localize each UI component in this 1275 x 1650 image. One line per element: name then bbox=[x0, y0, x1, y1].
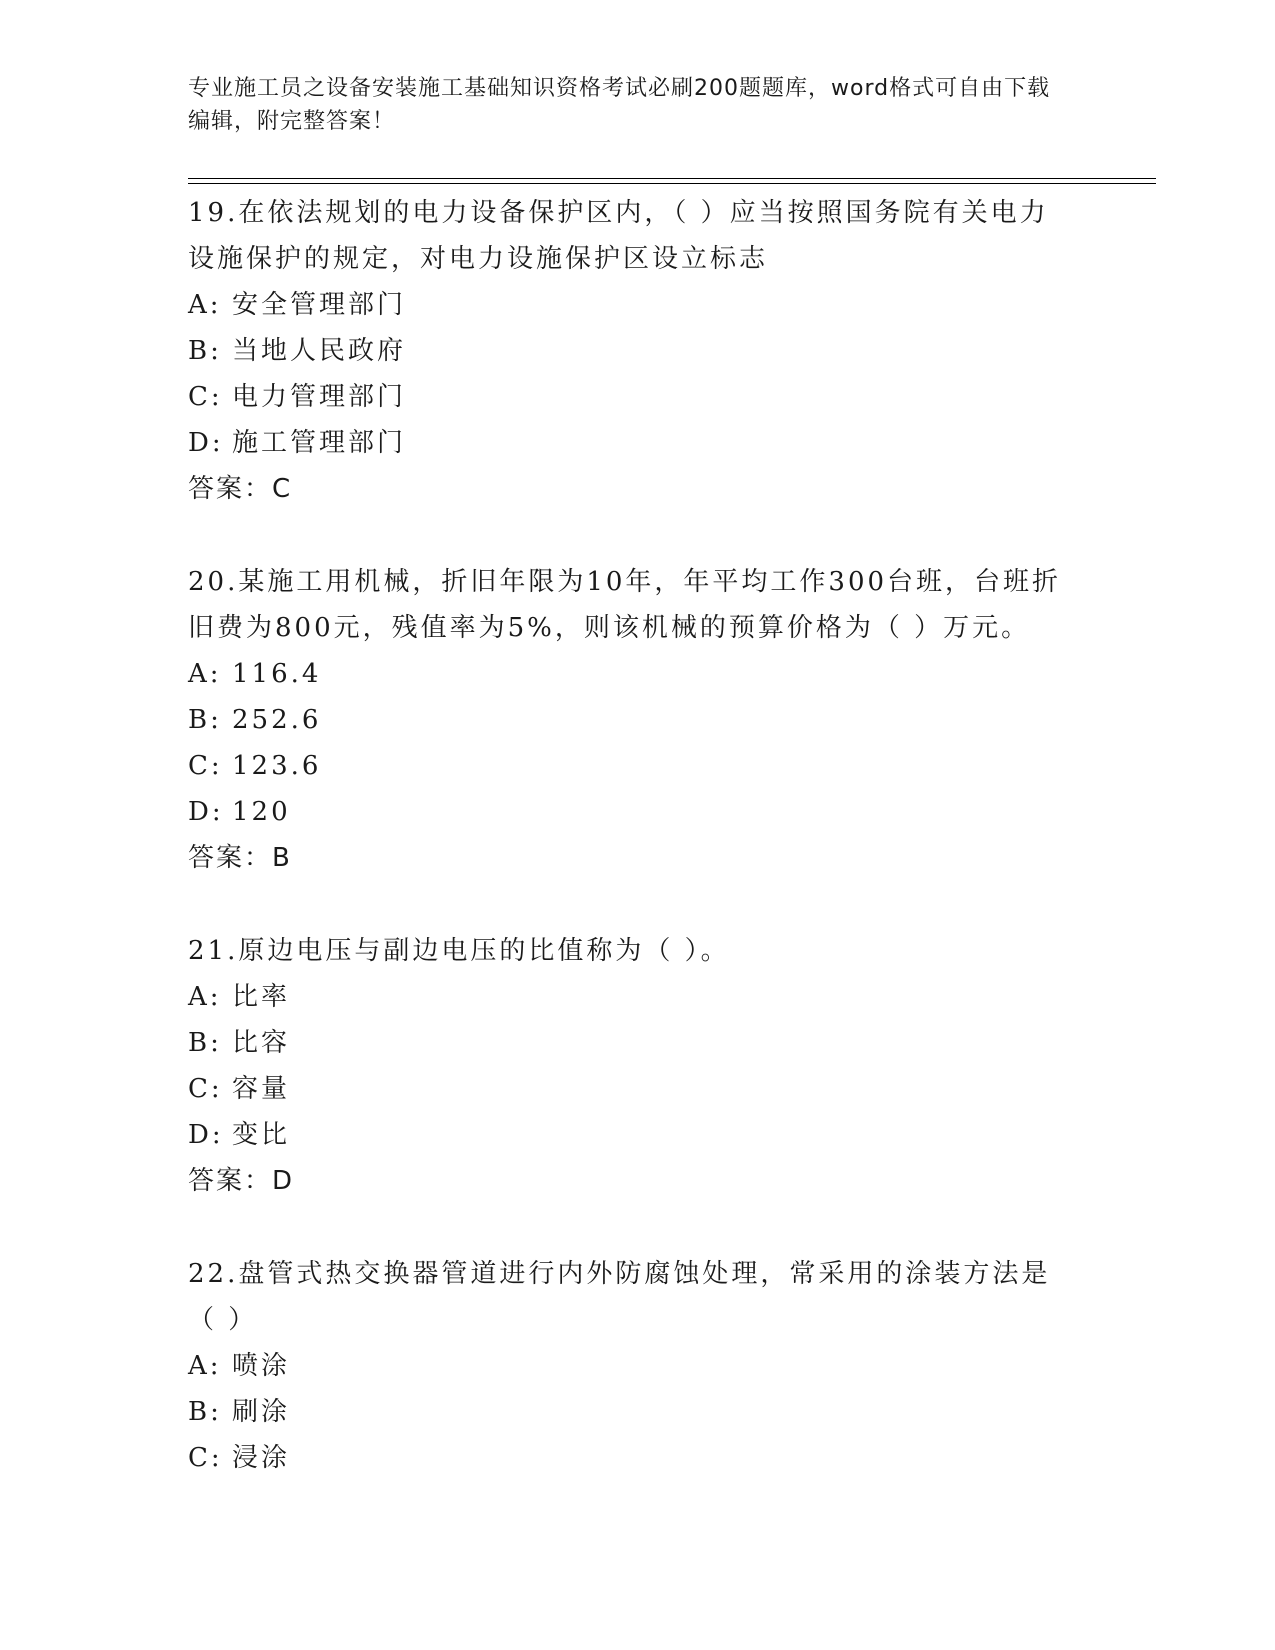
answer-text: 答案：B bbox=[188, 843, 292, 873]
option-key: D: bbox=[188, 428, 224, 458]
option-key: C: bbox=[188, 751, 223, 781]
option-c bbox=[188, 1066, 1068, 1112]
question-text: 19.在依法规划的电力设备保护区内，（ ）应当按照国务院有关电力设施保护的规定，对电力设施保护区设立标志 bbox=[188, 198, 1049, 274]
option-text: 变比 bbox=[232, 1120, 291, 1150]
option-key: B: bbox=[188, 1028, 222, 1058]
option-a bbox=[188, 974, 1068, 1020]
option-a bbox=[188, 1343, 1068, 1389]
option-text: 容量 bbox=[232, 1074, 291, 1104]
question-text: 20.某施工用机械，折旧年限为10年，年平均工作300台班，台班折旧费为800元，残值率为5%，则该机械的预算价格为（ ）万元。 bbox=[188, 567, 1062, 643]
answer-text: 答案：D bbox=[188, 1166, 295, 1196]
question-19 bbox=[188, 190, 1068, 512]
answer-text: 答案：C bbox=[188, 474, 293, 504]
option-b bbox=[188, 328, 1068, 374]
option-text: 浸涂 bbox=[232, 1443, 291, 1473]
question-20 bbox=[188, 559, 1068, 881]
option-text: 比容 bbox=[232, 1028, 291, 1058]
option-a bbox=[188, 651, 1068, 697]
option-b bbox=[188, 1389, 1068, 1435]
question-list bbox=[188, 190, 1068, 1528]
header-rule-bottom bbox=[188, 183, 1156, 184]
option-text: 120 bbox=[232, 797, 291, 827]
option-key: B: bbox=[188, 1397, 222, 1427]
header-rule-top bbox=[188, 178, 1156, 179]
option-d bbox=[188, 789, 1068, 835]
option-text: 安全管理部门 bbox=[232, 290, 407, 320]
option-b bbox=[188, 1020, 1068, 1066]
option-text: 比率 bbox=[232, 982, 291, 1012]
option-key: A: bbox=[188, 982, 222, 1012]
option-key: B: bbox=[188, 336, 222, 366]
option-a bbox=[188, 282, 1068, 328]
option-key: C: bbox=[188, 382, 223, 412]
option-key: D: bbox=[188, 797, 224, 827]
option-text: 116.4 bbox=[232, 659, 322, 689]
option-c bbox=[188, 1435, 1068, 1481]
option-key: B: bbox=[188, 705, 222, 735]
question-22 bbox=[188, 1251, 1068, 1481]
option-key: A: bbox=[188, 659, 222, 689]
option-c bbox=[188, 743, 1068, 789]
question-text: 22.盘管式热交换器管道进行内外防腐蚀处理，常采用的涂装方法是（ ） bbox=[188, 1259, 1051, 1335]
option-d bbox=[188, 420, 1068, 466]
option-d bbox=[188, 1112, 1068, 1158]
option-b bbox=[188, 697, 1068, 743]
option-text: 施工管理部门 bbox=[232, 428, 407, 458]
option-text: 当地人民政府 bbox=[232, 336, 407, 366]
question-21 bbox=[188, 928, 1068, 1204]
option-key: C: bbox=[188, 1074, 223, 1104]
question-text: 21.原边电压与副边电压的比值称为（ ）。 bbox=[188, 936, 730, 966]
option-text: 刷涂 bbox=[232, 1397, 291, 1427]
option-key: C: bbox=[188, 1443, 223, 1473]
option-key: D: bbox=[188, 1120, 224, 1150]
option-text: 喷涂 bbox=[232, 1351, 291, 1381]
option-key: A: bbox=[188, 290, 222, 320]
option-text: 电力管理部门 bbox=[232, 382, 407, 412]
option-text: 123.6 bbox=[232, 751, 322, 781]
option-text: 252.6 bbox=[232, 705, 322, 735]
document-header: 专业施工员之设备安装施工基础知识资格考试必刷200题题库，word格式可自由下载编辑，附完整答案！ bbox=[188, 76, 1051, 134]
option-c bbox=[188, 374, 1068, 420]
option-key: A: bbox=[188, 1351, 222, 1381]
